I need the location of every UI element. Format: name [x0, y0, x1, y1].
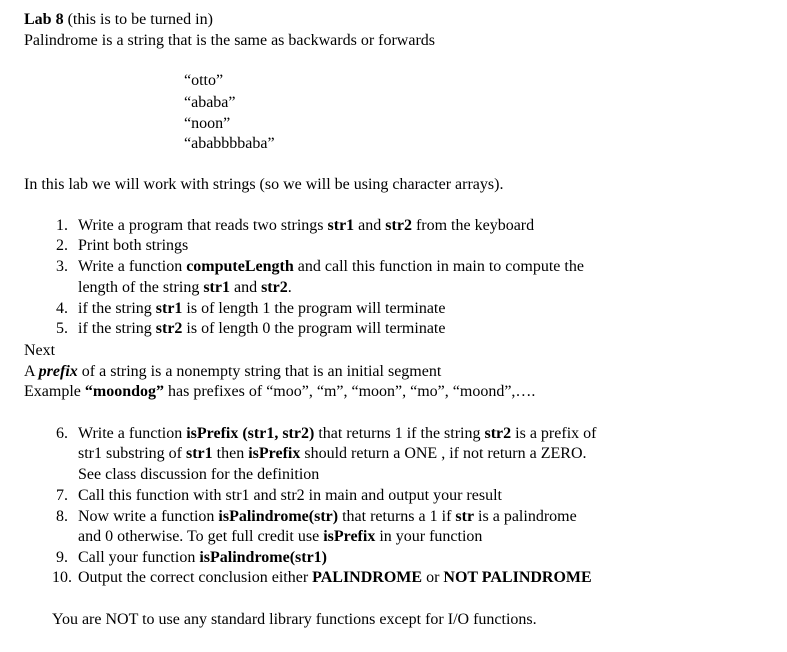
task-5: if the string str2 is of length 0 the program will terminate — [78, 320, 446, 337]
task-4: if the string str1 is of length 1 the program will terminate — [78, 300, 446, 317]
prefix-definition: A prefix of a string is a nonempty string that is an initial segment — [24, 363, 442, 380]
task-6-continued: See class discussion for the definition — [78, 466, 320, 483]
example-string: “ababbbbaba” — [184, 135, 275, 152]
list-number: 10. — [52, 569, 72, 586]
task-7: Call this function with str1 and str2 in main and output your result — [78, 487, 502, 504]
example-string: “ababa” — [184, 94, 236, 111]
list-number: 6. — [56, 425, 68, 442]
task-8-continued: and 0 otherwise. To get full credit use isPrefix in your function — [78, 528, 483, 545]
next-label: Next — [24, 342, 56, 359]
list-number: 1. — [56, 217, 68, 234]
example-string: “noon” — [184, 115, 231, 132]
list-number: 3. — [56, 258, 68, 275]
list-number: 8. — [56, 508, 68, 525]
lab-title: Lab 8 — [24, 11, 64, 28]
list-number: 7. — [56, 487, 68, 504]
lab-title-line — [24, 10, 213, 29]
prefix-example: Example “moondog” has prefixes of “moo”, “m”, “moon”, “mo”, “moond”,…. — [24, 383, 536, 400]
list-number: 5. — [56, 320, 68, 337]
footer-note: You are NOT to use any standard library functions except for I/O functions. — [52, 611, 537, 628]
palindrome-definition: Palindrome is a string that is the same as backwards or forwards — [24, 32, 436, 49]
task-10: Output the correct conclusion either PALINDROME or NOT PALINDROME — [78, 569, 592, 586]
list-number: 4. — [56, 300, 68, 317]
task-3: Write a function computeLength and call this function in main to compute the — [78, 258, 584, 275]
list-number: 9. — [56, 549, 68, 566]
lab-title-note: (this is to be turned in) — [63, 11, 213, 28]
task-6: Write a function isPrefix (str1, str2) that returns 1 if the string str2 is a prefix of — [78, 425, 597, 442]
list-number: 2. — [56, 237, 68, 254]
task-2: Print both strings — [78, 237, 189, 254]
task-9: Call your function isPalindrome(str1) — [78, 549, 327, 566]
task-3-continued: length of the string str1 and str2. — [78, 279, 292, 296]
task-1: Write a program that reads two strings str1 and str2 from the keyboard — [78, 217, 535, 234]
task-6-continued: str1 substring of str1 then isPrefix should return a ONE , if not return a ZERO. — [78, 445, 587, 462]
task-8: Now write a function isPalindrome(str) that returns a 1 if str is a palindrome — [78, 508, 577, 525]
lab-intro: In this lab we will work with strings (so we will be using character arrays). — [24, 176, 504, 193]
example-string: “otto” — [184, 72, 224, 89]
